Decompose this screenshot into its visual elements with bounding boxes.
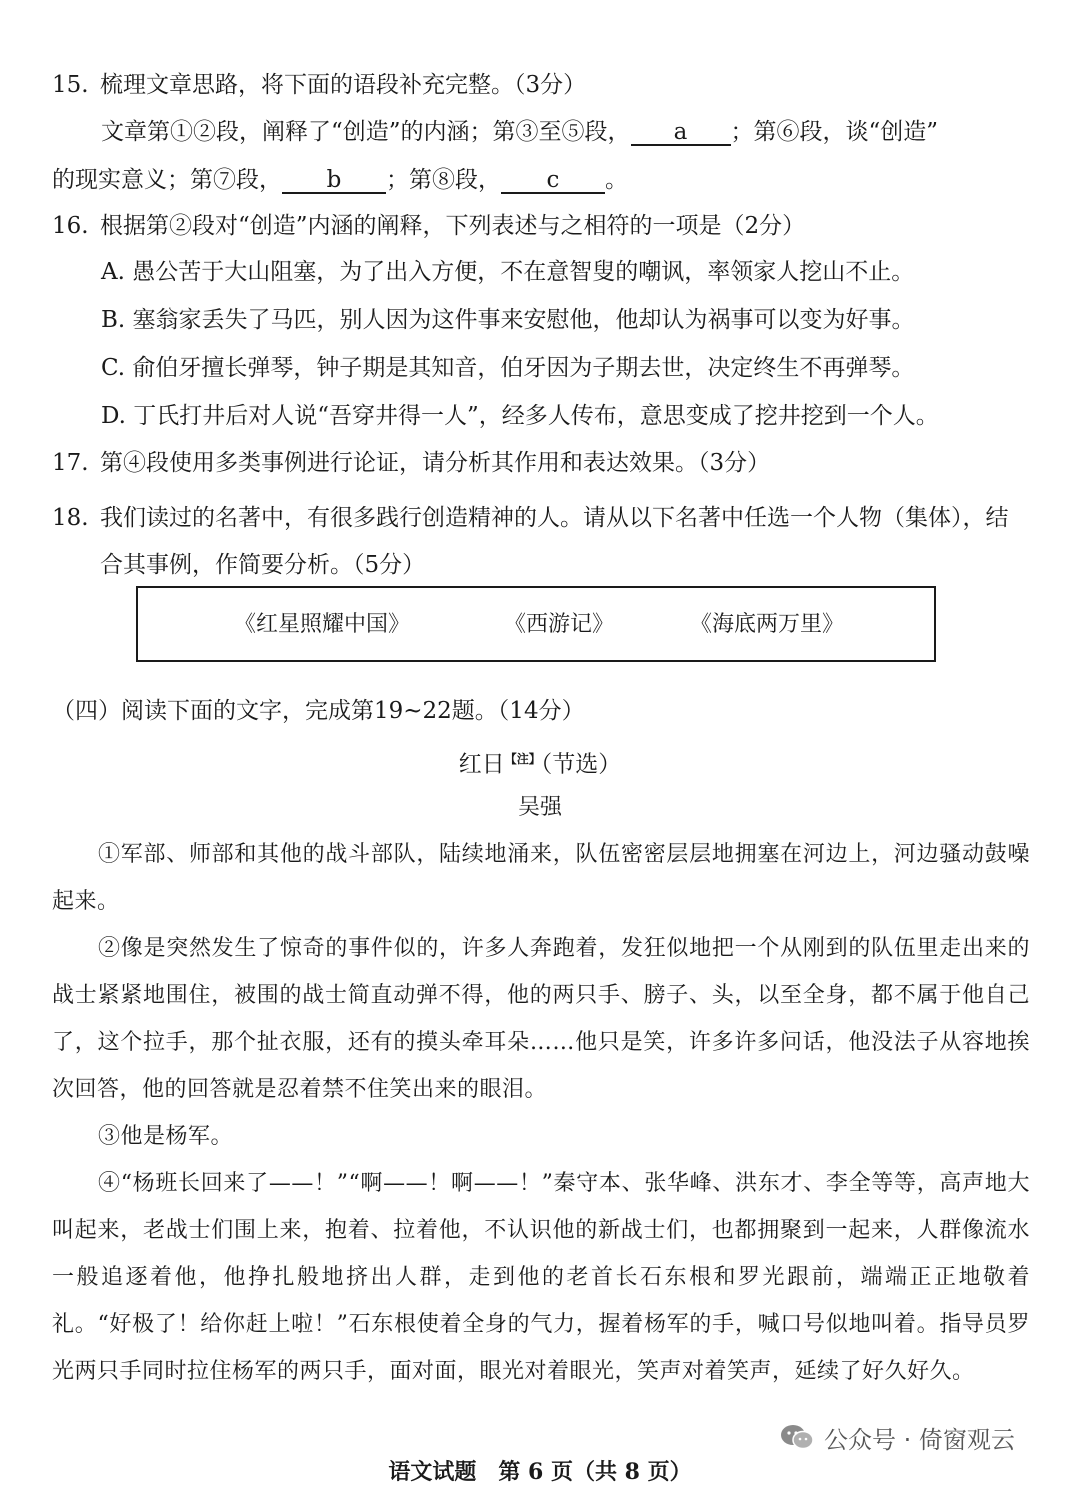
q18-stem-line (52, 495, 1028, 589)
blank-b[interactable]: b (282, 168, 386, 194)
q15-stem-line (52, 70, 586, 100)
book-red-star: 《红星照耀中国》 (234, 612, 411, 637)
books-box (136, 586, 936, 662)
q18-number: 18. (52, 505, 89, 531)
story-paragraph-4: ④“杨班长回来了——！”“啊——！啊——！”秦守本、张华峰、洪东才、李全等等，高声地大叫起来，老战士们围上来，抱着、拉着他，不认识他的新战士们，也都拥聚到一起来，人群像流水一般追逐着他，他挣扎般地挤出人群，走到他的老首长石东根和罗光跟前，端端正正地敬着礼。“好极了！给你赶上啦！”石东根使着全身的气力，握着杨军的手，喊口号似地叫着。指导员罗光两只手同时拉住杨军的两只手，面对面，眼光对着眼光，笑声对着笑声，延续了好久好久。 (52, 1171, 1030, 1384)
watermark (780, 1420, 1015, 1454)
q16-number: 16. (52, 213, 89, 239)
q17-stem: 第④段使用多类事例进行论证，请分析其作用和表达效果。（3分） (100, 450, 771, 476)
section-4-heading: （四）阅读下面的文字，完成第19~22题。（14分） (52, 698, 585, 724)
book-journey-west: 《西游记》 (504, 612, 615, 637)
story-title: 红日 (458, 751, 505, 778)
q15-text-2b: ；第⑧段， (386, 167, 501, 193)
q15-line-1 (101, 117, 938, 147)
story-paragraph-3: ③他是杨军。 (98, 1124, 234, 1149)
story-title-suffix: （节选） (540, 751, 622, 778)
story-paragraph-2: ②像是突然发生了惊奇的事件似的，许多人奔跑着，发狂似地把一个从刚到的队伍里走出来的战士紧紧地围住，被围的战士简直动弹不得，他的两只手、膀子、头，以至全身，都不属于他自己了，这个拉手，那个扯衣服，还有的摸头牵耳朵……他只是笑，许多许多问话，他没法子从容地挨次回答，他的回答就是忍着禁不住笑出来的眼泪。 (52, 936, 1030, 1102)
q15-line-2 (52, 165, 628, 195)
q15-stem: 梳理文章思路，将下面的语段补充完整。（3分） (100, 72, 587, 98)
q18-stem: 我们读过的名著中，有很多践行创造精神的人。请从以下名著中任选一个人物（集体），结合其事例，作简要分析。（5分） (100, 505, 1009, 578)
q15-text-2c: 。 (605, 167, 628, 193)
q17-number: 17. (52, 450, 89, 476)
q16-option-a[interactable]: A. 愚公苦于大山阻塞，为了出入方便，不在意智叟的嘲讽，率领家人挖山不止。 (101, 259, 915, 285)
book-twenty-thousand-leagues: 《海底两万里》 (690, 612, 845, 637)
story-author: 吴强 (517, 795, 562, 820)
q15-text-1b: ；第⑥段，谈“创造” (730, 119, 939, 145)
q16-option-c[interactable]: C. 俞伯牙擅长弹琴，钟子期是其知音，伯牙因为子期去世，决定终生不再弹琴。 (101, 355, 915, 381)
story-paragraph-1: ①军部、师部和其他的战斗部队，陆续地涌来，队伍密密层层地拥塞在河边上，河边骚动鼓噪起来。 (52, 842, 1030, 914)
note-mark: 【注】 (504, 752, 541, 766)
q16-option-d[interactable]: D. 丁氏打井后对人说“吾穿井得一人”，经多人传布，意思变成了挖井挖到一个人。 (101, 403, 939, 429)
q16-option-b[interactable]: B. 塞翁家丢失了马匹，别人因为这件事来安慰他，他却认为祸事可以变为好事。 (101, 307, 915, 333)
q17-stem-line (52, 448, 770, 478)
q16-stem-line (52, 211, 805, 241)
page-footer: 语文试题 第 6 页（共 8 页） (388, 1459, 692, 1485)
q15-text-2a: 的现实意义；第⑦段， (52, 167, 282, 193)
q16-stem: 根据第②段对“创造”内涵的阐释，下列表述与之相符的一项是（2分） (100, 213, 806, 239)
blank-a[interactable]: a (631, 120, 731, 146)
q15-number: 15. (52, 72, 89, 98)
blank-c[interactable]: c (501, 168, 605, 194)
q15-text-1a: 文章第①②段，阐释了“创造”的内涵；第③至⑤段， (101, 119, 631, 145)
story-title-line (0, 744, 1080, 780)
wechat-icon (780, 1423, 814, 1451)
watermark-text: 公众号 · 倚窗观云 (824, 1425, 1015, 1454)
